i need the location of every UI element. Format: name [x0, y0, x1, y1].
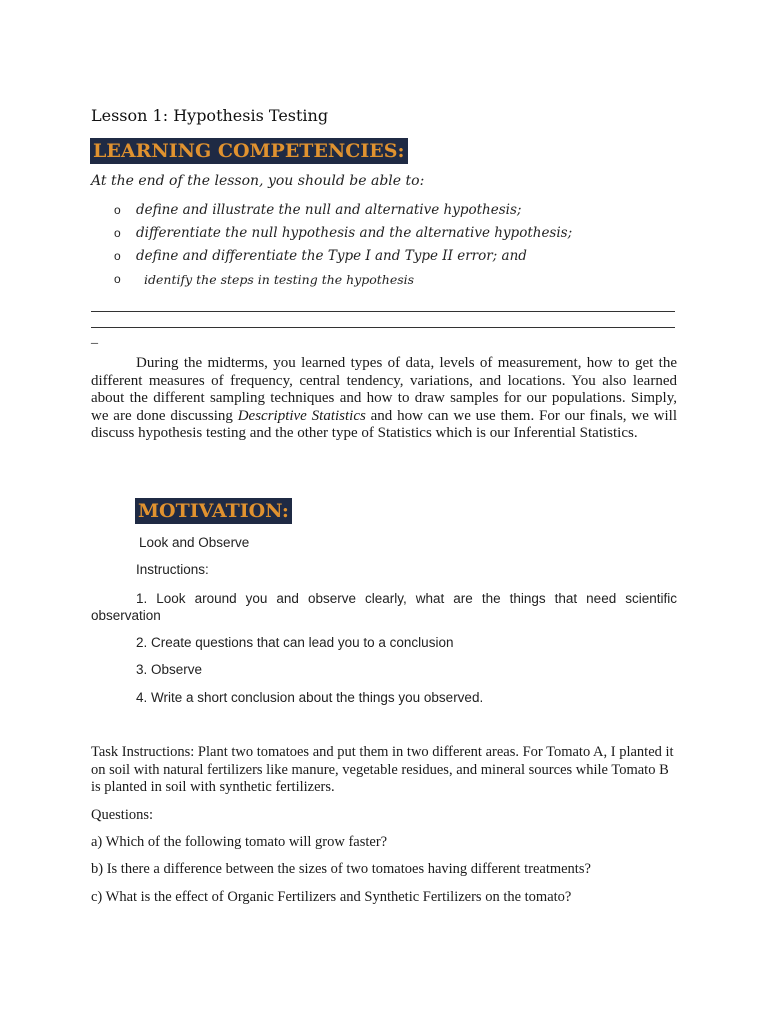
- answer-dash: _: [91, 331, 98, 346]
- question-item: a) Which of the following tomato will grow faster?: [91, 834, 388, 850]
- questions-label: Questions:: [91, 807, 154, 823]
- lesson-title: Lesson 1: Hypothesis Testing: [91, 106, 329, 125]
- question-item: b) Is there a difference between the sizes of two tomatoes having different treatments?: [91, 861, 591, 877]
- list-item: o define and illustrate the null and alternative hypothesis;: [114, 199, 714, 222]
- list-item: o define and differentiate the Type I and Type II error; and: [114, 245, 714, 268]
- answer-line: [91, 311, 675, 312]
- bullet-icon: o: [114, 203, 121, 217]
- bullet-icon: o: [114, 249, 121, 263]
- motivation-step: 3. Observe: [136, 662, 203, 677]
- competencies-intro: At the end of the lesson, you should be able to:: [91, 173, 425, 189]
- motivation-heading: MOTIVATION:: [135, 498, 292, 524]
- question-item: c) What is the effect of Organic Fertilizers and Synthetic Fertilizers on the tomato?: [91, 889, 572, 905]
- bullet-icon: o: [114, 272, 121, 286]
- descriptive-statistics-emphasis: Descriptive Statistics: [237, 407, 366, 424]
- task-instructions: Task Instructions: Plant two tomatoes and put them in two different areas. For Tomato A, I planted it on soil with natural fertilizers like manure, vegetable residues, and mineral sources while Tomato B is planted in soil with synthetic fertilizers.: [91, 744, 674, 795]
- motivation-step: 2. Create questions that can lead you to a conclusion: [136, 635, 454, 650]
- learning-competencies-heading: LEARNING COMPETENCIES:: [90, 138, 408, 164]
- motivation-step: 4. Write a short conclusion about the things you observed.: [136, 690, 484, 705]
- answer-line: [91, 327, 675, 328]
- list-item: o identify the steps in testing the hypothesis: [114, 268, 714, 291]
- bullet-icon: o: [114, 226, 121, 240]
- midterm-paragraph: During the midterms, you learned types of data, levels of measurement, how to get the different measures of frequency, central tendency, variations, and locations. You also learned about the different sampling techniques and how to draw samples for our populations. Simply, we are done discussing Descriptive Statistics and how can we use them. For our finals, we will discuss hypothesis testing and the other type of Statistics which is our Inferential Statistics.: [91, 355, 677, 441]
- competencies-list: [114, 199, 714, 291]
- motivation-step: 1. Look around you and observe clearly, what are the things that need scientific observation: [91, 591, 677, 623]
- list-item: o differentiate the null hypothesis and the alternative hypothesis;: [114, 222, 714, 245]
- instructions-label: Instructions:: [136, 562, 209, 577]
- activity-title: Look and Observe: [139, 535, 250, 550]
